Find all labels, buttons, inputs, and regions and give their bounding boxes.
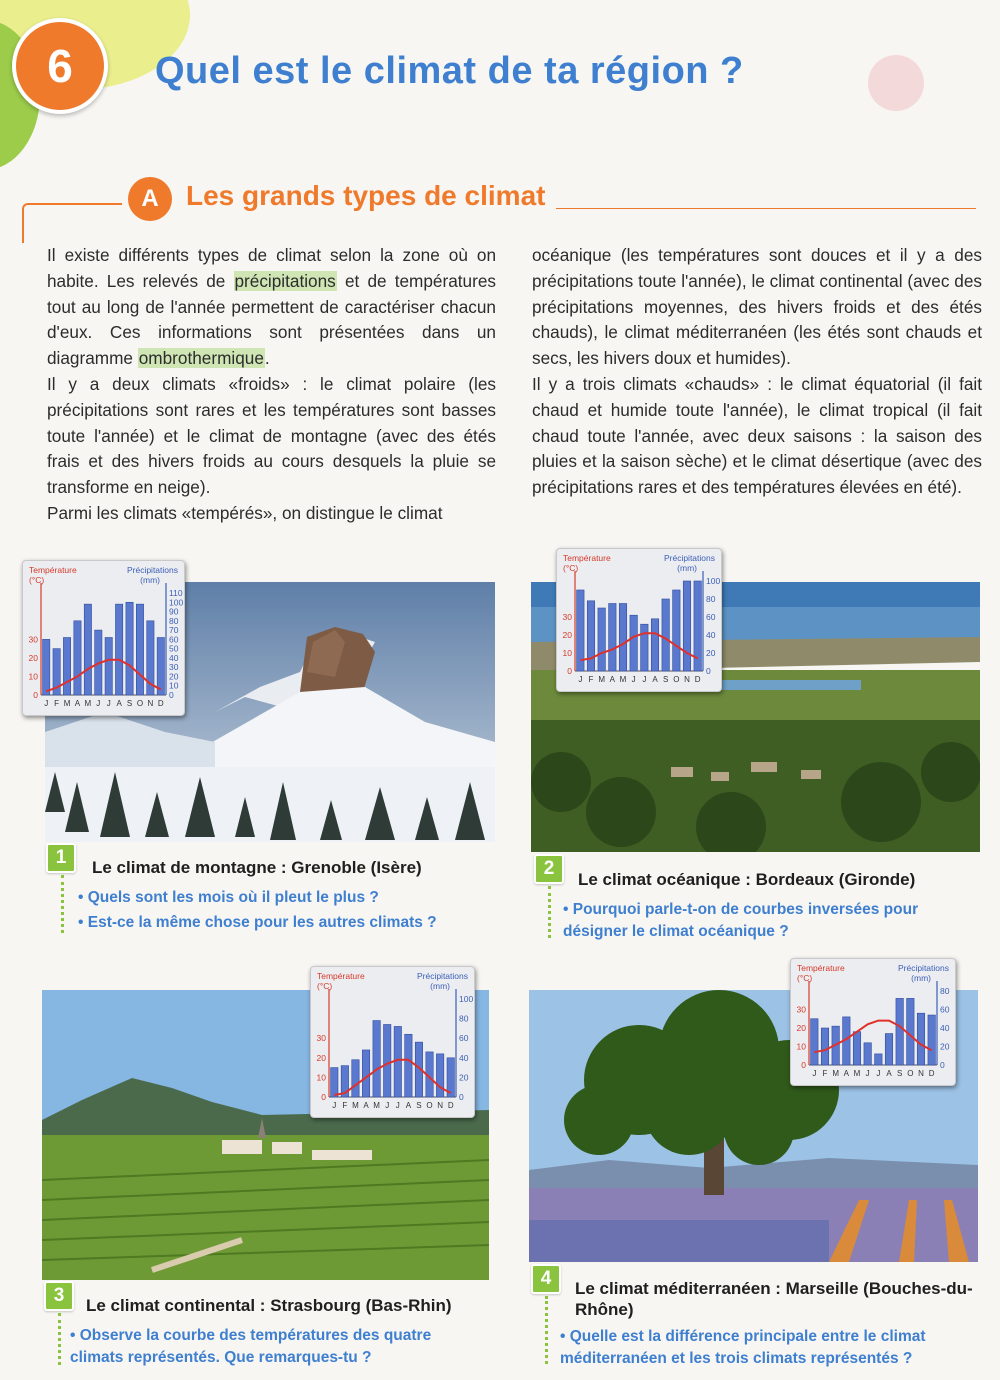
precipitation-tick: 100 (169, 597, 184, 608)
precipitation-bar (917, 1013, 924, 1065)
highlight-ombrothermique: ombrothermique (138, 348, 264, 369)
text-run: . (264, 348, 270, 369)
month-label: M (598, 675, 606, 684)
temperature-tick: 20 (28, 652, 38, 663)
temperature-tick: 10 (562, 648, 572, 658)
precipitation-bar (683, 581, 690, 671)
climograph-bordeaux (556, 548, 722, 692)
temperature-label: Température (563, 553, 611, 563)
precipitation-bar (821, 1028, 828, 1065)
temperature-unit: (°C) (563, 563, 579, 573)
section-rule-left (22, 203, 122, 243)
month-label: O (136, 699, 144, 708)
temperature-label: Température (317, 971, 365, 981)
precipitation-tick: 0 (169, 690, 174, 700)
precipitation-tick: 0 (940, 1060, 945, 1070)
month-label: D (157, 699, 164, 708)
precipitation-bar (126, 602, 133, 695)
precipitation-bar (74, 621, 81, 695)
precipitation-tick: 20 (459, 1072, 469, 1083)
figure-question-1a: • Quels sont les mois où il pleut le plus ? (78, 889, 379, 906)
figure-number-3: 3 (44, 1281, 74, 1311)
section-rule-right (556, 208, 976, 209)
text-run: et de températures tout au long de l'année permettent de caractériser chacun d'eux. Ces informations sont présentées dans un diagramme (47, 270, 496, 369)
month-label: J (642, 675, 647, 684)
figure-caption-2: Le climat océanique : Bordeaux (Gironde) (578, 870, 916, 889)
dotted-rule (545, 1296, 548, 1364)
month-label: M (84, 699, 92, 708)
month-label: N (147, 699, 154, 708)
month-label: N (437, 1101, 444, 1110)
precipitation-bar (853, 1032, 860, 1065)
month-label: M (63, 699, 71, 708)
precipitation-bar (436, 1054, 443, 1097)
precipitation-bar (157, 638, 164, 695)
month-label: M (373, 1101, 380, 1110)
precipitation-bar (875, 1054, 882, 1065)
month-label: F (342, 1101, 348, 1110)
month-label: J (96, 699, 101, 708)
precipitation-tick: 80 (459, 1013, 469, 1024)
precipitation-tick: 70 (169, 625, 179, 636)
paragraph-cold-climates: Il y a deux climats «froids» : le climat polaire (les précipitations sont rares et les températures sont basses toute l'année) et le climat de montagne (avec des étés frais et des hivers froids au cours desquels la pluie se transforme en neige). (47, 373, 496, 498)
precipitation-tick: 50 (169, 643, 179, 654)
month-label: O (426, 1101, 433, 1110)
precipitation-bar (673, 590, 680, 671)
month-label: J (876, 1069, 881, 1078)
temperature-tick: 10 (316, 1072, 326, 1083)
figure-number-1: 1 (46, 843, 76, 873)
chapter-number-badge: 6 (12, 18, 108, 114)
precipitation-tick: 110 (169, 588, 183, 598)
precipitation-unit: (mm) (140, 575, 160, 585)
precipitation-tick: 80 (706, 594, 716, 604)
temperature-tick: 10 (28, 671, 38, 682)
month-label: J (578, 675, 583, 684)
month-label: F (822, 1069, 828, 1078)
section-letter-badge: A (128, 177, 172, 221)
figure-question-1b: • Est-ce la même chose pour les autres climats ? (78, 914, 437, 931)
dotted-rule (61, 875, 64, 933)
temperature-label: Température (29, 565, 77, 575)
month-label: A (363, 1101, 369, 1110)
precipitation-bar (115, 604, 122, 695)
precipitation-tick: 20 (940, 1041, 950, 1052)
precipitation-tick: 40 (940, 1023, 950, 1033)
month-label: N (684, 675, 690, 684)
figure-question-2: • Pourquoi parle-t-on de courbes inversées pour désigner le climat océanique ? (563, 901, 919, 940)
precipitation-bar (609, 604, 616, 672)
month-label: J (631, 675, 636, 684)
precipitation-bar (630, 615, 637, 671)
precipitation-bar (896, 998, 903, 1065)
precipitation-tick: 40 (459, 1052, 469, 1063)
precipitation-label: Précipitations (126, 565, 178, 575)
month-label: J (812, 1069, 817, 1078)
month-label: A (74, 699, 81, 708)
temperature-tick: 30 (316, 1033, 326, 1044)
temperature-tick: 20 (796, 1023, 806, 1033)
precipitation-bar (651, 619, 658, 671)
temperature-tick: 0 (567, 666, 572, 676)
month-label: O (907, 1069, 914, 1078)
temperature-tick: 30 (796, 1004, 806, 1015)
precipitation-bar (885, 1034, 892, 1065)
temperature-tick: 20 (562, 630, 572, 640)
month-label: A (609, 675, 616, 684)
month-label: A (886, 1069, 892, 1078)
climograph-svg (557, 549, 721, 691)
precipitation-tick: 60 (459, 1033, 469, 1044)
month-label: M (352, 1101, 359, 1110)
month-label: M (832, 1069, 840, 1078)
figure-caption-1: Le climat de montagne : Grenoble (Isère) (92, 858, 422, 877)
precipitation-bar (641, 624, 648, 671)
precipitation-tick: 20 (706, 648, 716, 658)
month-label: J (385, 1101, 390, 1110)
precipitation-bar (928, 1015, 935, 1065)
month-label: A (116, 699, 122, 708)
month-label: O (673, 675, 680, 684)
temperature-unit: (°C) (317, 981, 333, 991)
precipitation-tick: 40 (706, 630, 716, 640)
precipitation-tick: 0 (459, 1092, 464, 1102)
climograph-svg (311, 967, 474, 1117)
precipitation-bar (84, 604, 91, 695)
month-label: D (928, 1069, 935, 1078)
precipitation-bar (136, 604, 143, 695)
temperature-tick: 30 (562, 612, 572, 622)
precipitation-tick: 80 (169, 615, 179, 626)
figure-number-2: 2 (534, 854, 564, 884)
precipitation-tick: 60 (169, 634, 179, 645)
month-label: J (865, 1069, 870, 1078)
precipitation-bar (43, 639, 50, 695)
month-label: D (447, 1101, 454, 1110)
figure-number-4: 4 (531, 1264, 561, 1294)
text-run: Il existe différents types de climat selon la zone où on habite. Les relevés de (47, 245, 496, 291)
precipitation-bar (907, 998, 914, 1065)
month-label: S (126, 699, 133, 708)
temperature-tick: 0 (33, 690, 38, 700)
precipitation-bar (63, 638, 70, 695)
precipitation-label: Précipitations (416, 971, 468, 981)
section-title: Les grands types de climat (186, 180, 546, 211)
dotted-rule (548, 886, 551, 938)
climograph-svg (791, 959, 955, 1085)
temperature-tick: 10 (796, 1041, 806, 1052)
temperature-unit: (°C) (29, 575, 45, 585)
precipitation-label: Précipitations (897, 963, 949, 973)
figure-question-4: • Quelle est la différence principale entre le climat méditerranéen et les trois climats représentés ? (560, 1328, 926, 1367)
figure-question-3: • Observe la courbe des températures des quatre climats représentés. Que remarques-tu ? (70, 1327, 432, 1366)
month-label: F (588, 675, 594, 684)
precipitation-label: Précipitations (663, 553, 715, 563)
month-label: J (332, 1101, 337, 1110)
climograph-svg (23, 561, 184, 715)
precipitation-tick: 80 (940, 986, 950, 996)
climograph-marseille (790, 958, 956, 1086)
precipitation-bar (331, 1068, 338, 1097)
paragraph-temperate-climates: Parmi les climats «tempérés», on distingue le climat (47, 502, 443, 523)
temperature-tick: 0 (321, 1092, 326, 1102)
precipitation-bar (373, 1021, 380, 1097)
month-label: A (652, 675, 658, 684)
month-label: J (44, 699, 49, 708)
month-label: M (619, 675, 627, 684)
precipitation-bar (362, 1050, 369, 1097)
month-label: N (918, 1069, 924, 1078)
climograph-grenoble (22, 560, 185, 716)
month-label: J (395, 1101, 400, 1110)
body-text-left-column (47, 243, 496, 527)
precipitation-tick: 100 (706, 576, 721, 586)
precipitation-tick: 30 (169, 662, 179, 673)
body-text-right-column (532, 243, 982, 501)
month-label: S (662, 675, 669, 684)
month-label: D (694, 675, 701, 684)
figure-caption-3: Le climat continental : Strasbourg (Bas-Rhin) (86, 1296, 452, 1315)
precipitation-tick: 100 (459, 994, 474, 1004)
paragraph-intro (47, 243, 496, 372)
precipitation-bar (384, 1024, 391, 1097)
month-label: M (853, 1069, 861, 1078)
precipitation-bar (811, 1019, 818, 1065)
figure-caption-4: Le climat méditerranéen : Marseille (Bouches-du-Rhône) (575, 1279, 973, 1319)
precipitation-tick: 0 (706, 666, 711, 676)
precipitation-bar (619, 604, 626, 672)
temperature-tick: 20 (316, 1052, 326, 1063)
month-label: A (405, 1101, 412, 1110)
precipitation-bar (598, 608, 605, 671)
paragraph-hot-climates: Il y a trois climats «chauds» : le climat équatorial (il fait chaud et humide toute l'année), le climat tropical (il fait chaud toute l'année, avec deux saisons : la saison des pluies et la saison sèche) et le climat désertique (avec des précipitations rares et des températures élevées en été). (532, 373, 982, 498)
show-through-decoration (868, 55, 924, 111)
month-label: J (106, 699, 111, 708)
precipitation-tick: 60 (940, 1004, 950, 1015)
precipitation-unit: (mm) (911, 973, 931, 983)
highlight-precipitations: précipitations (234, 270, 336, 291)
temperature-unit: (°C) (797, 973, 813, 983)
precipitation-tick: 60 (706, 612, 716, 622)
temperature-label: Température (797, 963, 845, 973)
precipitation-bar (587, 601, 594, 671)
paragraph-temperate-climates-cont: océanique (les températures sont douces et il y a des précipitations toute l'année), le climat continental (avec des précipitations moyennes, des hivers froids et des étés chauds), le climat méditerranéen (les étés sont chauds et secs, les hivers doux et humides). (532, 245, 982, 369)
climograph-strasbourg (310, 966, 475, 1118)
precipitation-unit: (mm) (677, 563, 697, 573)
precipitation-tick: 40 (169, 652, 179, 663)
precipitation-tick: 10 (169, 680, 179, 691)
precipitation-bar (864, 1043, 871, 1065)
precipitation-bar (105, 638, 112, 695)
precipitation-tick: 90 (169, 606, 179, 617)
precipitation-bar (352, 1060, 359, 1097)
precipitation-bar (662, 599, 669, 671)
temperature-tick: 0 (801, 1060, 806, 1070)
month-label: S (416, 1101, 422, 1110)
month-label: F (54, 699, 60, 708)
page-title: Quel est le climat de ta région ? (155, 50, 744, 92)
precipitation-bar (405, 1034, 412, 1097)
dotted-rule (58, 1313, 61, 1365)
temperature-tick: 30 (28, 634, 38, 645)
month-label: S (896, 1069, 903, 1078)
precipitation-tick: 20 (169, 671, 179, 682)
precipitation-unit: (mm) (430, 981, 450, 991)
month-label: A (843, 1069, 850, 1078)
